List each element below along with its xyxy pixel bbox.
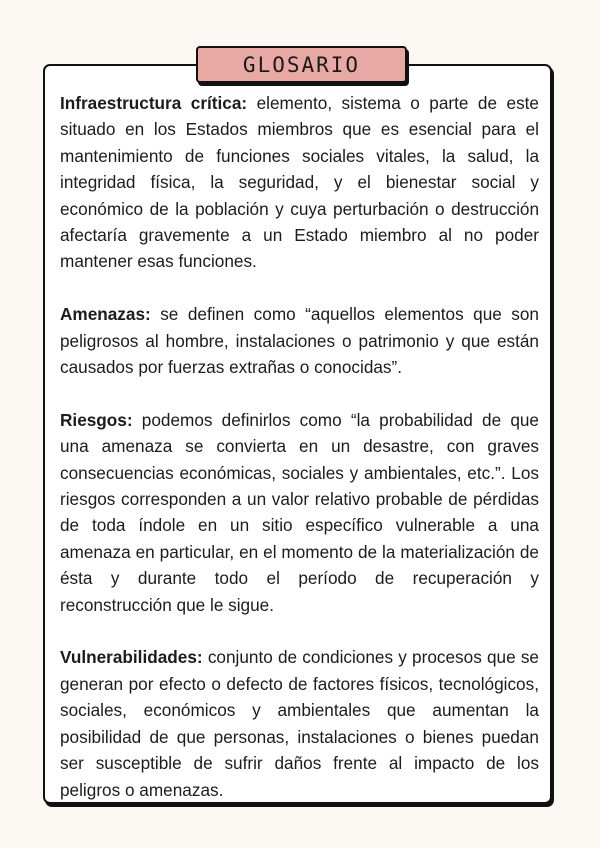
glossary-term: Vulnerabilidades:	[60, 647, 203, 668]
glossary-definition: podemos definirlos como “la probabilidad de que una amenaza se convierta en un desastre, con graves consecuencias económicas, sociales y ambientales, etc.”. Los riesgos corresponden a un valor relativo probable de pérdidas de toda índole en un sitio específico vulnerable a una amenaza en particular, en el momento de la materialización de ésta y durante todo el período de recuperación y reconstrucción que le sigue.	[60, 409, 539, 615]
glossary-title-tab	[196, 46, 407, 83]
glossary-entry-infraestructura	[60, 90, 539, 275]
glossary-definition: se definen como “aquellos elementos que son peligrosos al hombre, instalaciones o patrimonio y que están causados por fuerzas extrañas o conocidas”.	[60, 304, 539, 378]
glossary-entry-vulnerabilidades	[60, 644, 539, 802]
glossary-content	[60, 90, 539, 829]
glossary-term: Amenazas:	[60, 304, 151, 325]
glossary-term: Riesgos:	[60, 409, 133, 430]
glossary-entry-amenazas	[60, 301, 539, 380]
glossary-definition: conjunto de condiciones y procesos que se generan por efecto o defecto de factores físicos, tecnológicos, sociales, económicos y ambientales que aumentan la posibilidad de que personas, instalaciones o bienes puedan ser susceptible de sufrir daños frente al impacto de los peligros o amenazas.	[60, 647, 539, 800]
glossary-term: Infraestructura crítica:	[60, 93, 248, 113]
page-title: GLOSARIO	[242, 52, 361, 77]
glossary-entry-riesgos	[60, 407, 539, 618]
glossary-definition: elemento, sistema o parte de este situado en los Estados miembros que es esencial para el mantenimiento de funciones sociales vitales, la salud, la integridad física, la seguridad, y el bienestar social y económico de la población y cuya perturbación o destrucción afectaría gravemente a un Estado miembro al no poder mantener esas funciones.	[60, 93, 539, 272]
